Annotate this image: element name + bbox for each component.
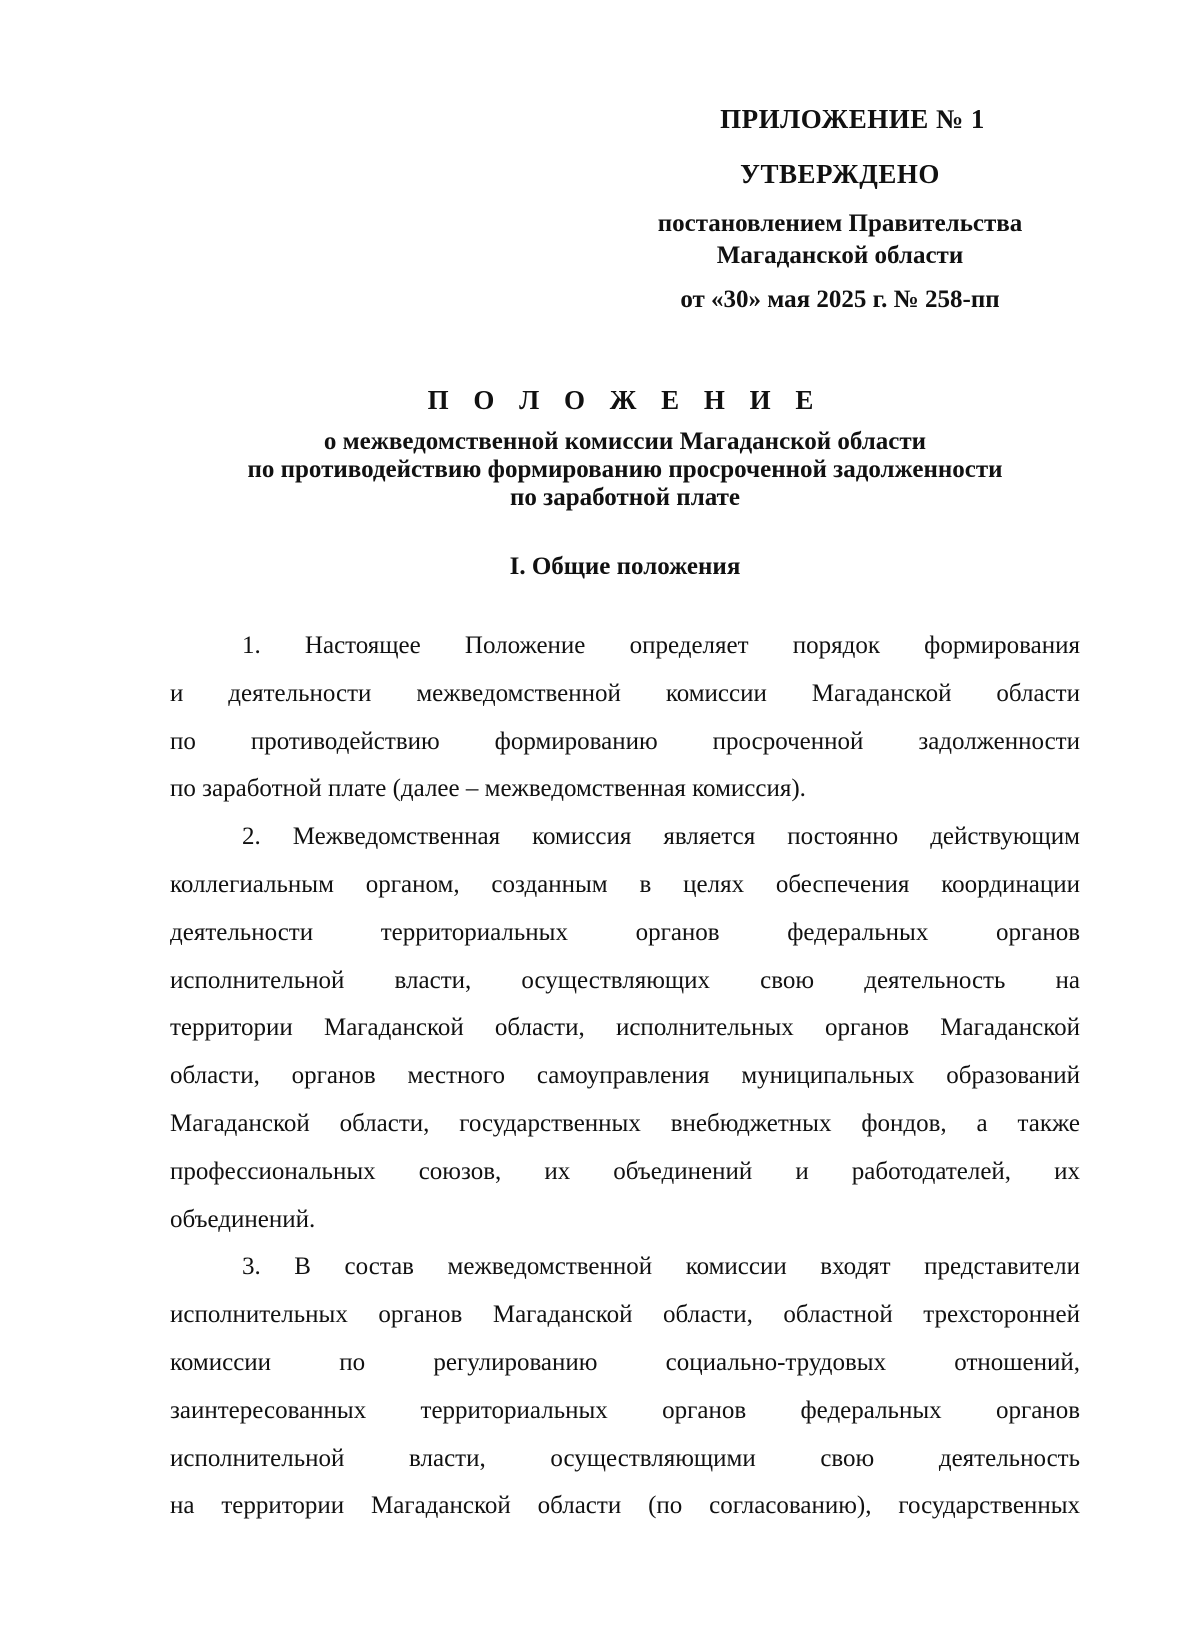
- annex-number: ПРИЛОЖЕНИЕ № 1: [720, 104, 985, 134]
- paragraph-line: 3. В состав межведомственной комиссии входят представители: [242, 1253, 1080, 1281]
- paragraph-line: области, органов местного самоуправления муниципальных образований: [170, 1062, 1080, 1090]
- decree-line-2: Магаданской области: [716, 242, 964, 269]
- document-title: П О Л О Ж Е Н И Е: [427, 385, 823, 415]
- paragraph-line: заинтересованных территориальных органов федеральных органов: [170, 1396, 1080, 1424]
- paragraph-line: по противодействию формированию просроченной задолженности: [170, 727, 1080, 755]
- decree-date: от «30» мая 2025 г. № 258-пп: [680, 286, 1000, 313]
- paragraph-line: деятельности территориальных органов федеральных органов: [170, 918, 1080, 946]
- approved-label: УТВЕРЖДЕНО: [740, 159, 940, 189]
- document-body: [170, 622, 1080, 1530]
- paragraph-line: объединений.: [170, 1205, 316, 1233]
- paragraph-line: 1. Настоящее Положение определяет порядок формирования: [242, 632, 1080, 659]
- document-subtitle-line-1: о межведомственной комиссии Магаданской области: [323, 428, 927, 455]
- paragraph-line: по заработной плате (далее – межведомственная комиссия).: [170, 775, 806, 803]
- paragraph-line: и деятельности межведомственной комиссии Магаданской области: [170, 679, 1080, 707]
- paragraph-line: Магаданской области, государственных внебюджетных фондов, а также: [170, 1109, 1080, 1137]
- paragraph-line: комиссии по регулированию социально-трудовых отношений,: [170, 1348, 1080, 1376]
- paragraph-line: исполнительной власти, осуществляющих свою деятельность на: [170, 966, 1080, 994]
- paragraph-line: на территории Магаданской области (по согласованию), государственных: [170, 1492, 1080, 1520]
- approval-stamp-block: [600, 104, 1080, 316]
- document-subtitle-line-2: по противодействию формированию просроченной задолженности: [247, 456, 1003, 483]
- paragraph-line: коллегиальным органом, созданным в целях обеспечения координации: [170, 870, 1080, 898]
- paragraph-line: территории Магаданской области, исполнительных органов Магаданской: [170, 1014, 1080, 1042]
- paragraph-line: исполнительных органов Магаданской области, областной трехсторонней: [170, 1301, 1080, 1329]
- paragraph-2: [170, 813, 1080, 1243]
- paragraph-3: [170, 1243, 1080, 1530]
- document-subtitle-line-3: по заработной плате: [510, 484, 740, 511]
- document-title-block: [170, 385, 1080, 512]
- paragraph-line: профессиональных союзов, их объединений и работодателей, их: [170, 1157, 1080, 1185]
- paragraph-line: исполнительной власти, осуществляющими свою деятельность: [170, 1444, 1080, 1472]
- section-heading: I. Общие положения: [509, 553, 741, 580]
- decree-line-1: постановлением Правительства: [657, 210, 1023, 237]
- paragraph-1: [170, 622, 1080, 813]
- paragraph-line: 2. Межведомственная комиссия является постоянно действующим: [242, 823, 1080, 851]
